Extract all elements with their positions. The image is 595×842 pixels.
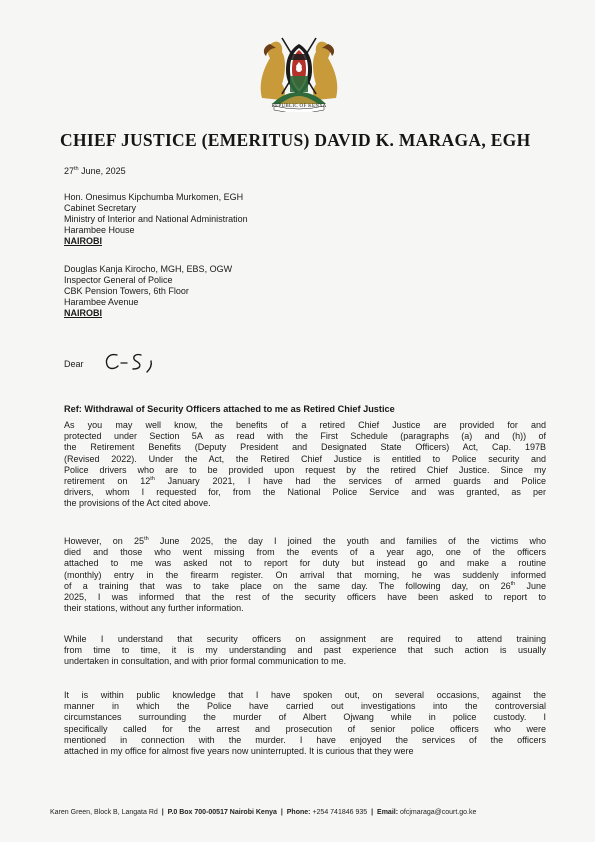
- date-rest: June, 2025: [78, 166, 126, 176]
- paragraph-line: retirement on 12th January 2021, I have had the services of armed guards and Police: [64, 476, 546, 487]
- paragraph-line: drivers, whom I requested for, from the National Police Service and was granted, as per: [64, 487, 546, 498]
- crest-caption: REPUBLIC OF KENYA: [271, 104, 327, 109]
- paragraph-line: While I understand that security officers on assignment are required to attend training: [64, 634, 546, 644]
- address-line: Inspector General of Police: [64, 275, 173, 285]
- paragraph-line: Police drivers who are to be provided upon request by the retired Chief Justice. Since my: [64, 464, 546, 475]
- paragraph-line: from time to time, it is my understanding and past experience that such action is usually: [64, 645, 546, 656]
- paragraph-line: 2025, I was informed that the rest of the security officers have been asked to report to: [64, 592, 546, 603]
- footer-separator: |: [371, 809, 374, 816]
- paragraph-line: died and those who went missing from the events of a year ago, one of the officers: [64, 547, 546, 558]
- paragraph-line: manner in which the Police have carried out investigations into the controversial: [64, 701, 546, 712]
- footer-email-label: Email:: [377, 809, 399, 816]
- paragraph-line: their stations, without any further information.: [64, 603, 244, 614]
- footer-email: ofcjmaraga@court.go.ke: [400, 809, 477, 816]
- paragraph-line: attached to me was asked not to report for duty but instead go and make a routine: [64, 558, 546, 569]
- date-day: 27: [64, 166, 75, 176]
- paragraph-line: of a training that was to take place on the same day. The following day, on 26th June: [64, 580, 546, 591]
- recipient-1-address: [64, 192, 248, 247]
- footer-phone-label: Phone:: [286, 809, 311, 816]
- footer-separator: |: [161, 809, 164, 816]
- address-line: Harambee House: [64, 225, 135, 235]
- paragraph-line: specifically called for the arrest and prosecution of senior police officers who were: [64, 723, 546, 734]
- paragraph-line: It is within public knowledge that I have spoken out, on several occasions, against the: [64, 690, 546, 700]
- letter-footer: [50, 809, 548, 816]
- paragraph-line: However, on 25th June 2025, the day I joined the youth and families of the victims who: [64, 536, 546, 546]
- address-city: NAIROBI: [64, 308, 102, 318]
- paragraph-line: (Revised 2022). Under the Act, the Retired Chief Justice is entitled to Police security and: [64, 453, 546, 464]
- letterhead-title: CHIEF JUSTICE (EMERITUS) DAVID K. MARAGA, EGH: [60, 130, 531, 150]
- footer-address: Karen Green, Block B, Langata Rd: [50, 809, 158, 816]
- paragraph-line: circumstances surrounding the murder of Albert Ojwang while in police custody. I: [64, 712, 546, 723]
- paragraph-line: protected under Section 5A as read with the First Schedule (paragraphs (a) and (h)) of: [64, 431, 546, 442]
- footer-po-box: P.0 Box 700-00517 Nairobi Kenya: [167, 809, 277, 816]
- letter-date: [64, 166, 126, 177]
- address-line: CBK Pension Towers, 6th Floor: [64, 286, 189, 296]
- date-suffix: th: [74, 166, 79, 172]
- footer-phone: +254 741846 935: [312, 809, 368, 816]
- paragraph-3: [64, 634, 546, 668]
- address-line: Cabinet Secretary: [64, 203, 137, 213]
- paragraph-line: the provisions of the Act cited above.: [64, 498, 211, 509]
- paragraph-line: mentioned in connection with the murder. I have enjoyed the services of the officers: [64, 734, 546, 745]
- address-city: NAIROBI: [64, 236, 102, 246]
- paragraph-line: undertaken in consultation, and with prior formal communication to me.: [64, 656, 347, 667]
- salutation: Dear: [64, 359, 84, 369]
- paragraph-1: [64, 420, 546, 510]
- paragraph-line: As you may well know, the benefits of a retired Chief Justice are provided for and: [64, 420, 546, 430]
- address-line: Douglas Kanja Kirocho, MGH, EBS, OGW: [64, 264, 233, 274]
- footer-separator: |: [280, 809, 283, 816]
- paragraph-line: (monthly) entry in the firearm register. On arrival that morning, he was suddenly informed: [64, 569, 546, 580]
- paragraph-2: [64, 536, 546, 614]
- paragraph-line: the Retirement Benefits (Deputy President and Designated State Officers) Act, Cap. 197B: [64, 442, 546, 453]
- coat-of-arms-emblem: [252, 28, 346, 112]
- handwritten-salutation: [103, 349, 159, 373]
- address-line: Harambee Avenue: [64, 297, 139, 307]
- paragraph-4: [64, 690, 546, 757]
- address-line: Ministry of Interior and National Administration: [64, 214, 248, 224]
- recipient-2-address: [64, 264, 232, 319]
- paragraph-line: attached in my office for almost five years now uninterrupted. It is curious that they were: [64, 746, 414, 757]
- reference-line: Ref: Withdrawal of Security Officers attached to me as Retired Chief Justice: [64, 404, 395, 414]
- address-line: Hon. Onesimus Kipchumba Murkomen, EGH: [64, 192, 244, 202]
